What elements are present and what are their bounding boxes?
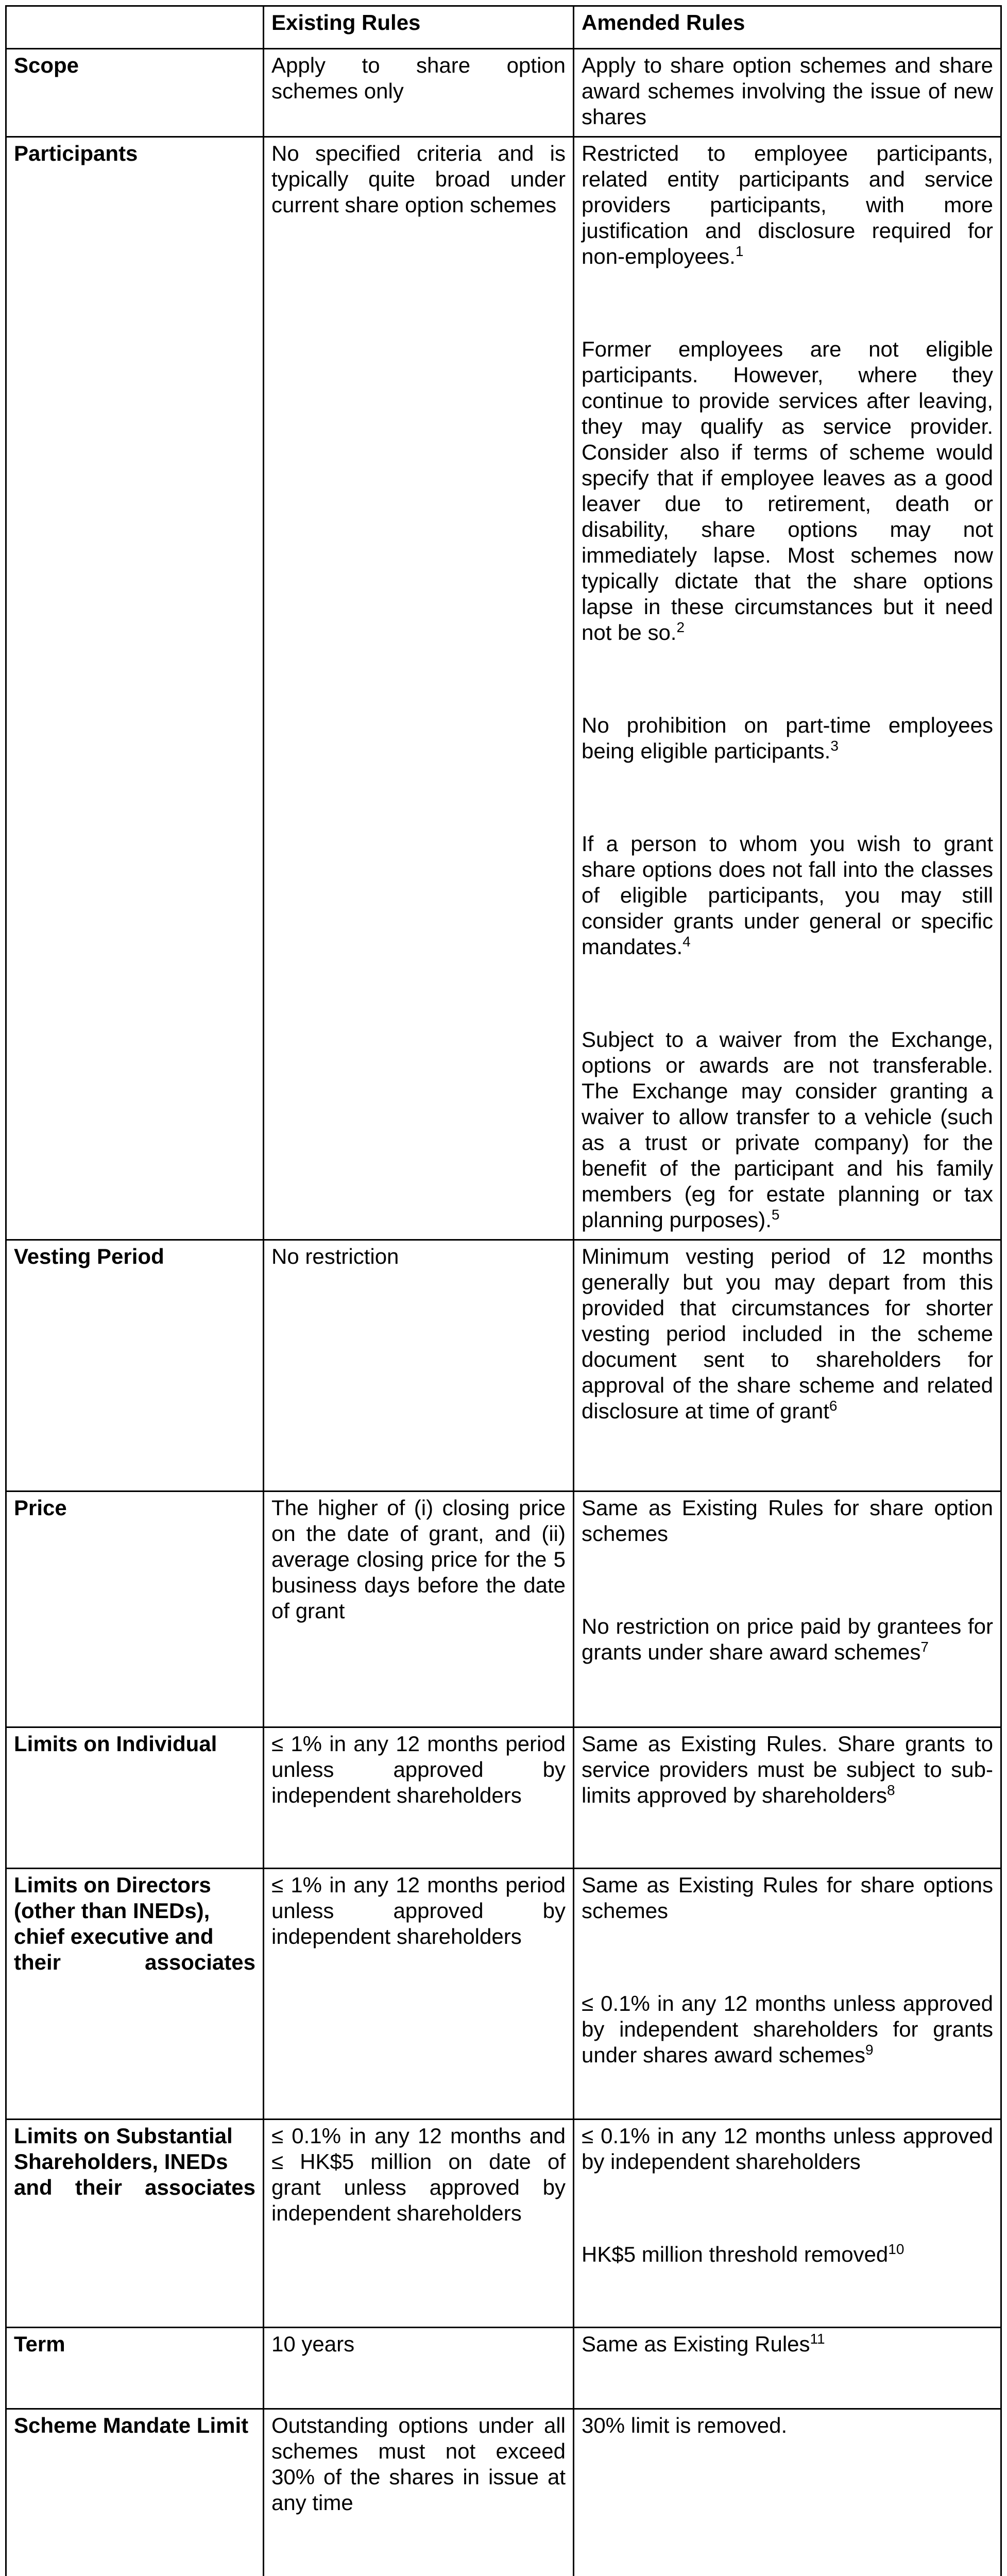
amended-cell [574, 2120, 1001, 2328]
footnote-ref[interactable]: 3 [830, 738, 839, 754]
existing-text: Apply to share option schemes only [271, 53, 566, 103]
rules-comparison-table [5, 5, 1002, 2576]
existing-text: ≤ 1% in any 12 months period unless approved by independent shareholders [271, 1873, 566, 1948]
amended-cell [574, 137, 1001, 1240]
amended-text: Same as Existing Rules for share option schemes [582, 1496, 993, 1546]
amended-text: Restricted to employee participants, related entity participants and service providers participants, with more justification and disclosure required for non-employees.$^1$ [582, 141, 993, 268]
header-amended-rules: Amended Rules [574, 6, 1001, 49]
existing-text: ≤ 1% in any 12 months period unless approved by independent shareholders [271, 1732, 566, 1807]
topic-cell: Term [6, 2328, 264, 2409]
existing-text: No specified criteria and is typically quite broad under current share option schemes [271, 141, 566, 217]
existing-cell [264, 2409, 574, 2576]
amended-text: ≤ 0.1% in any 12 months unless approved by independent shareholders for grants under shares award schemes$^9$ [582, 1991, 993, 2067]
amended-text: Subject to a waiver from the Exchange, options or awards are not transferable. The Exchange may consider granting a waiver to allow transfer to a vehicle (such as a trust or private company) for the benefit of the participant and his family members (eg for estate planning or tax planning purposes).$^5$ [582, 1027, 993, 1232]
existing-cell [264, 49, 574, 137]
footnote-ref[interactable]: 1 [735, 243, 744, 259]
existing-text: ≤ 0.1% in any 12 months and ≤ HK$5 million on date of grant unless approved by independent shareholders [271, 2124, 566, 2225]
footnote-ref[interactable]: 8 [886, 1782, 895, 1798]
row-price [6, 1492, 1001, 1727]
topic-cell: Vesting Period [6, 1240, 264, 1492]
row-limits-on-substantial-shareholders [6, 2120, 1001, 2328]
footnote-ref[interactable]: 4 [682, 934, 691, 950]
existing-text: 10 years [271, 2332, 355, 2356]
row-limits-on-directors [6, 1869, 1001, 2120]
row-limits-on-individual [6, 1727, 1001, 1869]
topic-cell: Participants [6, 137, 264, 1240]
amended-text: ≤ 0.1% in any 12 months unless approved by independent shareholders [582, 2124, 993, 2174]
existing-cell [264, 1869, 574, 2120]
topic-cell: Price [6, 1492, 264, 1727]
amended-text: No restriction on price paid by grantees for grants under share award schemes$^7$ [582, 1614, 993, 1664]
topic-cell: Scope [6, 49, 264, 137]
amended-cell [574, 1492, 1001, 1727]
row-term [6, 2328, 1001, 2409]
existing-cell [264, 1240, 574, 1492]
amended-cell [574, 1869, 1001, 2120]
amended-cell [574, 2409, 1001, 2576]
footnote-ref[interactable]: 10 [888, 2241, 904, 2257]
amended-text: Same as Existing Rules. Share grants to service providers must be subject to sub-limits approved by shareholders$^8$ [582, 1732, 993, 1807]
row-scope [6, 49, 1001, 137]
existing-text: Outstanding options under all schemes must not exceed 30% of the shares in issue at any time [271, 2413, 566, 2515]
amended-text: HK$5 million threshold removed$^{10}$ [582, 2241, 904, 2266]
footnote-ref[interactable]: 5 [771, 1207, 780, 1223]
amended-text: If a person to whom you wish to grant share options does not fall into the classes of eligible participants, you may still consider grants under general or specific mandates.$^4$ [582, 832, 993, 959]
existing-cell [264, 1492, 574, 1727]
existing-cell [264, 137, 574, 1240]
row-scheme-mandate-limit [6, 2409, 1001, 2576]
topic-cell: Limits on Individual [6, 1727, 264, 1869]
existing-text: The higher of (i) closing price on the date of grant, and (ii) average closing price for the 5 business days before the date of grant [271, 1496, 566, 1623]
footnote-ref[interactable]: 11 [810, 2331, 825, 2347]
existing-cell [264, 2328, 574, 2409]
row-vesting-period [6, 1240, 1001, 1492]
existing-cell [264, 2120, 574, 2328]
existing-cell [264, 1727, 574, 1869]
existing-text: No restriction [271, 1244, 399, 1268]
header-existing-rules: Existing Rules [264, 6, 574, 49]
amended-cell [574, 2328, 1001, 2409]
header-topic [6, 6, 264, 49]
amended-text: No prohibition on part-time employees being eligible participants.$^3$ [582, 713, 993, 763]
amended-cell [574, 49, 1001, 137]
amended-text: Former employees are not eligible participants. However, where they continue to provide services after leaving, they may qualify as service provider. Consider also if terms of scheme would specify that if employee leaves as a good leaver due to retirement, death or disability, share options may not immediately lapse. Most schemes now typically dictate that the share options lapse in these circumstances but it need not be so.$^2$ [582, 337, 993, 645]
footnote-ref[interactable]: 7 [920, 1639, 929, 1655]
amended-cell [574, 1240, 1001, 1492]
amended-cell [574, 1727, 1001, 1869]
topic-cell: Limits on Directors (other than INEDs), chief executive and their associates [6, 1869, 264, 2120]
footnote-ref[interactable]: 2 [676, 619, 685, 635]
amended-text: Minimum vesting period of 12 months generally but you may depart from this provided that circumstances for shorter vesting period included in the scheme document sent to shareholders for approval of the share scheme and related disclosure at time of grant$^6$ [582, 1244, 993, 1423]
header-row [6, 6, 1001, 49]
footnote-ref[interactable]: 9 [865, 2042, 874, 2058]
amended-text: 30% limit is removed. [582, 2413, 788, 2437]
topic-cell: Limits on Substantial Shareholders, INEDs and their associates [6, 2120, 264, 2328]
row-participants [6, 137, 1001, 1240]
amended-text: Same as Existing Rules$^{11}$ [582, 2331, 825, 2356]
amended-text: Same as Existing Rules for share options schemes [582, 1873, 993, 1923]
amended-text: Apply to share option schemes and share award schemes involving the issue of new shares [582, 53, 993, 129]
footnote-ref[interactable]: 6 [829, 1398, 838, 1414]
topic-cell: Scheme Mandate Limit [6, 2409, 264, 2576]
